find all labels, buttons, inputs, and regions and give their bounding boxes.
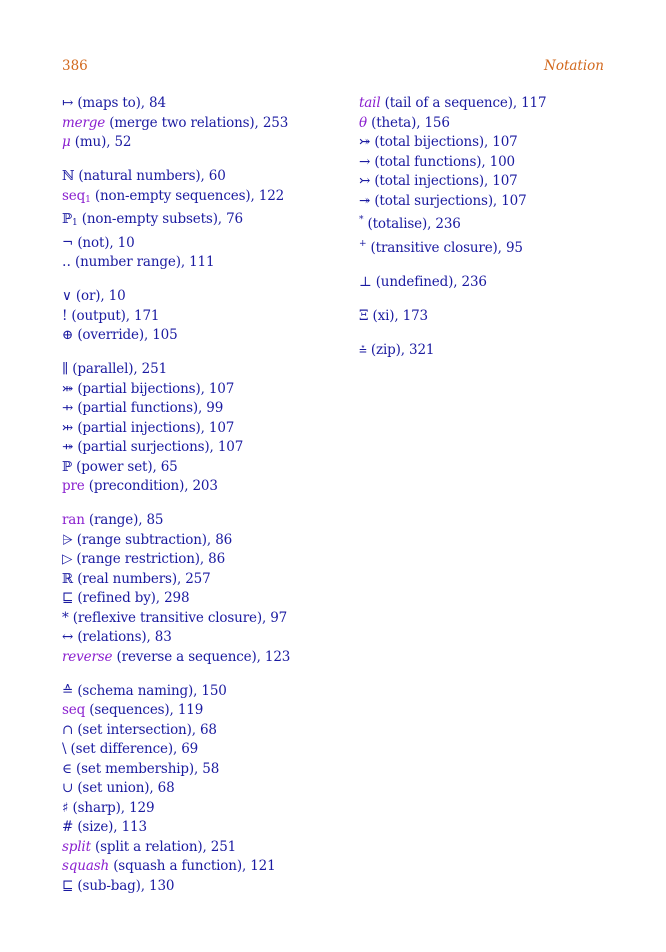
index-group [62, 360, 347, 497]
index-symbol: * [62, 609, 69, 626]
index-symbol: ∈ [62, 760, 72, 777]
index-entry [62, 779, 347, 799]
index-symbol: ∥ [62, 361, 69, 377]
index-entry [62, 609, 347, 629]
index-symbol: ¬ [62, 234, 74, 251]
index-group [62, 511, 347, 667]
index-symbol: Ξ [359, 307, 369, 324]
index-description: (range subtraction), 86 [72, 531, 233, 548]
index-description: (maps to), 84 [73, 95, 166, 111]
index-description: (non-empty sequences), 122 [90, 187, 285, 204]
index-description: (merge two relations), 253 [105, 114, 289, 131]
index-description: (natural numbers), 60 [74, 168, 226, 184]
index-description: (override), 105 [73, 327, 178, 343]
index-description: (parallel), 251 [68, 361, 168, 377]
index-entry [62, 701, 347, 721]
index-symbol: θ [359, 114, 367, 131]
index-description: (mu), 52 [70, 134, 132, 150]
index-group [62, 94, 347, 153]
index-description: (set membership), 58 [71, 760, 220, 777]
index-group [62, 287, 347, 346]
index-description: (power set), 65 [72, 458, 178, 475]
running-title: Notation [544, 58, 604, 74]
index-symbol: ⊑ [62, 590, 74, 606]
index-entry [62, 721, 347, 741]
index-description: (partial bijections), 107 [73, 380, 235, 397]
index-symbol: ↔ [62, 629, 74, 645]
index-entry [62, 380, 347, 400]
index-description: (relations), 83 [73, 629, 172, 645]
index-description: (schema naming), 150 [73, 682, 227, 699]
index-column-right [359, 94, 609, 375]
index-entry [62, 648, 347, 668]
index-symbol: ℙ$_1$ [62, 211, 78, 228]
index-symbol: merge [62, 114, 106, 131]
index-description: (undefined), 236 [371, 273, 487, 290]
index-entry [359, 192, 609, 212]
index-symbol: * [359, 215, 364, 225]
index-symbol: \ [62, 741, 67, 757]
index-description: (sequences), 119 [85, 702, 204, 718]
index-description: (total functions), 100 [370, 153, 515, 170]
index-group [359, 307, 609, 327]
index-entry [62, 187, 347, 211]
index-description: (total surjections), 107 [370, 192, 527, 209]
index-entry [62, 511, 347, 531]
index-description: (transitive closure), 95 [366, 239, 523, 256]
index-symbol: squash [62, 858, 110, 874]
index-symbol: ⩮ [359, 341, 367, 358]
index-entry [62, 818, 347, 838]
index-symbol: ⊥ [359, 273, 372, 290]
index-entry [62, 570, 347, 590]
index-symbol: ⩥ [62, 531, 73, 548]
index-group [359, 94, 609, 258]
index-symbol: reverse [62, 648, 113, 665]
index-symbol: ↠ [359, 192, 371, 209]
index-description: (set intersection), 68 [73, 721, 217, 738]
index-symbol: ▷ [62, 551, 73, 567]
index-entry [359, 172, 609, 192]
index-entry [62, 877, 347, 897]
index-description: (partial surjections), 107 [73, 439, 244, 455]
index-description: (total bijections), 107 [370, 134, 518, 150]
index-group [359, 273, 609, 293]
index-description: (non-empty subsets), 76 [77, 211, 243, 227]
index-description: (precondition), 203 [84, 478, 218, 494]
index-description: (output), 171 [67, 307, 160, 324]
index-symbol: ‥ [62, 254, 71, 270]
index-symbol: ℙ [62, 458, 73, 475]
index-symbol: ⤀ [62, 439, 74, 455]
index-description: (reverse a sequence), 123 [112, 648, 291, 665]
index-entry [62, 210, 347, 234]
index-entry [62, 550, 347, 570]
index-symbol: ♯ [62, 799, 69, 816]
index-symbol: seq [62, 702, 86, 718]
index-description: (real numbers), 257 [73, 570, 211, 587]
index-entry [62, 234, 347, 254]
index-description: (set difference), 69 [66, 741, 199, 757]
index-symbol: ⤖ [359, 134, 371, 150]
index-symbol: + [359, 238, 367, 249]
index-description: (total injections), 107 [370, 173, 518, 189]
index-description: (partial functions), 99 [73, 400, 224, 416]
index-symbol: ∨ [62, 288, 72, 304]
index-symbol: ran [62, 512, 85, 528]
index-symbol: ↦ [62, 95, 74, 111]
index-column-left [62, 94, 347, 911]
index-description: (size), 113 [73, 819, 147, 835]
index-symbol: → [359, 153, 371, 170]
index-entry [359, 341, 609, 361]
index-entry [62, 628, 347, 648]
index-description: (theta), 156 [366, 114, 450, 131]
page-header [62, 58, 604, 78]
index-symbol: μ [62, 134, 71, 150]
index-entry [62, 682, 347, 702]
index-symbol: ⤔ [62, 419, 74, 436]
index-entry [62, 458, 347, 478]
index-symbol: ⊕ [62, 327, 74, 343]
index-entry [359, 94, 609, 114]
index-symbol: tail [359, 95, 381, 111]
index-description: (sharp), 129 [68, 799, 155, 816]
index-symbol: ∪ [62, 780, 74, 796]
index-entry [62, 307, 347, 327]
index-symbol: seq$_1$ [62, 187, 91, 205]
index-entry [62, 760, 347, 780]
index-symbol: ⊑ [62, 877, 74, 894]
index-description: (range), 85 [84, 512, 164, 528]
index-description: (zip), 321 [366, 341, 435, 358]
index-entry [62, 133, 347, 153]
index-symbol: ⇸ [62, 400, 74, 416]
index-symbol: ⤗ [62, 380, 74, 397]
index-entry [62, 399, 347, 419]
index-description: (refined by), 298 [73, 590, 190, 606]
index-description: (squash a function), 121 [109, 858, 276, 874]
index-entry [62, 531, 347, 551]
index-description: (sub-bag), 130 [73, 877, 175, 894]
index-entry [62, 838, 347, 858]
index-entry [359, 307, 609, 327]
index-entry [62, 438, 347, 458]
index-symbol: pre [62, 478, 85, 494]
index-entry [359, 211, 609, 235]
index-symbol: ≙ [62, 682, 74, 699]
index-symbol: # [62, 819, 74, 835]
index-entry [359, 235, 609, 259]
index-description: (or), 10 [71, 288, 126, 304]
index-entry [62, 114, 347, 134]
index-description: (totalise), 236 [363, 216, 461, 232]
index-entry [62, 253, 347, 273]
index-symbol: ℕ [62, 168, 75, 184]
index-description: (set union), 68 [73, 780, 175, 796]
index-description: (tail of a sequence), 117 [380, 95, 547, 111]
index-entry [62, 857, 347, 877]
index-entry [62, 799, 347, 819]
index-entry [359, 114, 609, 134]
index-symbol: ℝ [62, 570, 74, 587]
index-entry [62, 740, 347, 760]
index-entry [62, 589, 347, 609]
index-description: (reflexive transitive closure), 97 [68, 609, 288, 626]
index-entry [359, 153, 609, 173]
index-symbol: split [62, 838, 91, 855]
index-entry [62, 419, 347, 439]
index-description: (number range), 111 [70, 254, 215, 270]
index-symbol: ↣ [359, 173, 371, 189]
index-symbol: ∩ [62, 721, 74, 738]
index-description: (partial injections), 107 [73, 419, 235, 436]
index-entry [62, 326, 347, 346]
index-group [359, 341, 609, 361]
index-group [62, 682, 347, 897]
index-description: (split a relation), 251 [90, 838, 237, 855]
index-entry [62, 360, 347, 380]
page-number: 386 [62, 58, 88, 74]
index-entry [359, 273, 609, 293]
index-entry [62, 94, 347, 114]
index-description: (range restriction), 86 [72, 551, 226, 567]
index-entry [359, 133, 609, 153]
index-entry [62, 287, 347, 307]
index-entry [62, 477, 347, 497]
index-description: (not), 10 [73, 234, 135, 251]
index-description: (xi), 173 [368, 307, 428, 324]
index-group [62, 167, 347, 273]
index-symbol: ! [62, 307, 68, 324]
index-entry [62, 167, 347, 187]
